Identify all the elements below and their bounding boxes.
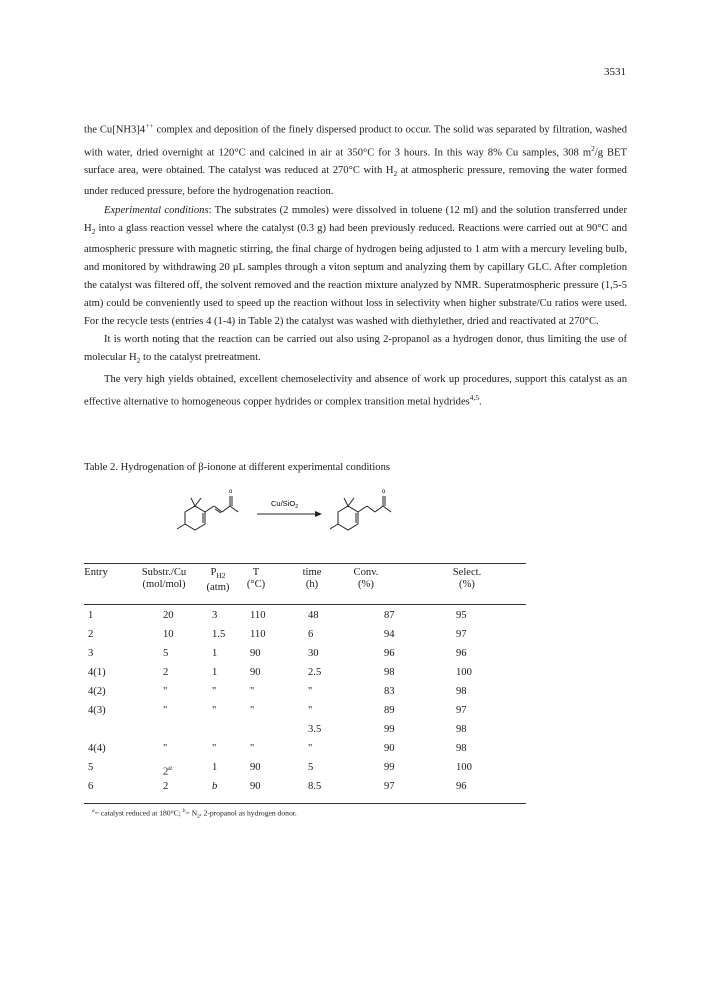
table-row [84, 703, 526, 719]
table-cell: 97 [456, 705, 467, 716]
table-cell: " [212, 686, 217, 697]
table-cell: 90 [250, 762, 261, 773]
svg-text:o: o [229, 489, 233, 495]
table-cell: b [212, 781, 218, 792]
table-cell: 97 [456, 629, 467, 640]
table-cell: 4(4) [88, 743, 106, 754]
table-cell: 2 [163, 781, 169, 792]
table-cell: 48 [308, 610, 319, 621]
table-cell: 90 [250, 781, 261, 792]
table-cell: 10 [163, 629, 174, 640]
column-header: Conv. (%) [353, 567, 379, 590]
table-cell: 96 [456, 781, 467, 792]
table-cell: 97 [384, 781, 395, 792]
table-cell: 2.5 [308, 667, 322, 678]
column-header: time (h) [302, 567, 322, 590]
table-top-rule [84, 563, 526, 564]
table-cell: 100 [456, 667, 472, 678]
table-cell: 98 [456, 743, 467, 754]
table-row [84, 627, 526, 643]
paragraph: The very high yields obtained, excellent chemoselectivity and absence of work up procedures, support this catalyst as an effective alternative to homogeneous copper hydrides or complex transition metal hydrides$^{4,5}$. [84, 373, 627, 408]
table-cell: 98 [384, 667, 395, 678]
table-cell: 4(3) [88, 705, 106, 716]
table-cell: " [250, 705, 255, 716]
table-row [84, 760, 526, 776]
reagent-label: Cu/SiO$_2$ [271, 499, 298, 510]
table-cell: 1 [212, 762, 218, 773]
table-cell: 3 [88, 648, 94, 659]
table-cell: 3 [212, 610, 218, 621]
table-cell: " [308, 705, 313, 716]
svg-text:o: o [382, 489, 386, 495]
table-caption: Table 2. Hydrogenation of β-ionone at different experimental conditions [84, 462, 390, 473]
table-cell: 96 [456, 648, 467, 659]
table-row [84, 608, 526, 624]
table-bottom-rule [84, 803, 526, 804]
column-header: T (°C) [246, 567, 266, 590]
table-row [84, 646, 526, 662]
table-cell: 2 [163, 667, 169, 678]
table-cell: 3.5 [308, 724, 322, 735]
column-header: $P_{H2}$ (atm) [206, 567, 230, 594]
table-cell: 96 [384, 648, 395, 659]
table-cell: " [250, 686, 255, 697]
paragraph: the Cu[NH3]4++ complex and deposition of the finely dispersed product to occur. The solid was separated by filtration, washed with water, dried overnight at 120°C and calcined in air at 350°C for 3 hours. In this way 8% Cu samples, 308 $m^2/g$ BET surface area, were obtained. The catalyst was reduced at 270°C with $H_2$ at atmospheric pressure, removing the water formed under reduced pressure, before the hydrogenation reaction. [84, 121, 627, 198]
beta-ionone-structure [177, 496, 238, 530]
table-cell: 2$^a$ [163, 763, 172, 778]
column-header: Entry [84, 567, 108, 578]
table-cell: 90 [250, 667, 261, 678]
table-cell: 89 [384, 705, 395, 716]
table-cell: 94 [384, 629, 395, 640]
table-cell: 90 [384, 743, 395, 754]
table-cell: 100 [456, 762, 472, 773]
table-cell: 6 [308, 629, 314, 640]
table-row [84, 665, 526, 681]
table-cell: 1 [212, 648, 218, 659]
column-header: Substr./Cu (mol/mol) [141, 567, 187, 590]
table-cell: 1.5 [212, 629, 226, 640]
table-cell: 2 [88, 629, 94, 640]
table-cell: 5 [308, 762, 314, 773]
table-cell: 99 [384, 724, 395, 735]
table-cell: " [250, 743, 255, 754]
table-cell: 20 [163, 610, 174, 621]
table-row [84, 684, 526, 700]
table-cell: 98 [456, 724, 467, 735]
table-row [84, 741, 526, 757]
table-cell: 95 [456, 610, 467, 621]
table-cell: " [212, 743, 217, 754]
table-row [84, 722, 526, 738]
table-header-rule [84, 604, 526, 605]
paragraph: Experimental conditions: The substrates (2 mmoles) were dissolved in toluene (12 ml) and the solution transferred under $H_2$ into a glass reaction vessel where the catalyst (0.3 g) had been previously reduced. Reactions were carried out at 90°C and atmospheric pressure with magnetic stirring, the final charge of hydrogen being adjusted to 1 atm with a mercury leveling bulb, and monitored by withdrawing 20 μL samples through a viton septum and analyzing them by capillary GLC. After completion the catalyst was filtered off, the solvent removed and the reaction mixture analyzed by NMR. Superatmospheric pressure (1,5-5 atm) could be conveniently used to speed up the reaction without loss in selectivity when higher substrate/Cu ratios were used. For the recycle tests (entries 4 (1-4) in Table 2) the catalyst was washed with diethylether, dried and reactivated at 270°C. [84, 204, 628, 328]
table-cell: 90 [250, 648, 261, 659]
page-number: 3531 [604, 66, 626, 78]
table-cell: 98 [456, 686, 467, 697]
table-cell: " [163, 705, 168, 716]
table-cell: " [308, 686, 313, 697]
table-cell: 5 [163, 648, 169, 659]
table-cell: " [212, 705, 217, 716]
table-cell: 110 [250, 629, 266, 640]
table-cell: " [308, 743, 313, 754]
table-cell: 30 [308, 648, 319, 659]
table-cell: 87 [384, 610, 395, 621]
table-cell: 4(2) [88, 686, 106, 697]
table-cell: 83 [384, 686, 395, 697]
table-cell: 1 [88, 610, 94, 621]
reaction-scheme [165, 487, 425, 547]
body-text [84, 117, 627, 411]
table-cell: 99 [384, 762, 395, 773]
table-footnote: $^a$= catalyst reduced at 180°C; $^b= N_2$, 2-propanol as hydrogen donor. [92, 808, 297, 821]
table-cell: " [163, 743, 168, 754]
dihydro-ionone-structure [330, 496, 391, 530]
table-cell: 5 [88, 762, 94, 773]
table-cell: " [163, 686, 168, 697]
table-cell: 4(1) [88, 667, 106, 678]
column-header: Select. (%) [452, 567, 482, 590]
paragraph: It is worth noting that the reaction can be carried out also using 2-propanol as a hydrogen donor, thus limiting the use of molecular $H_2$ to the catalyst pretreatment. [84, 334, 627, 366]
table-cell: 8.5 [308, 781, 322, 792]
table-cell: 1 [212, 667, 218, 678]
table-cell: 110 [250, 610, 266, 621]
table-cell: 6 [88, 781, 94, 792]
table-row [84, 779, 526, 795]
